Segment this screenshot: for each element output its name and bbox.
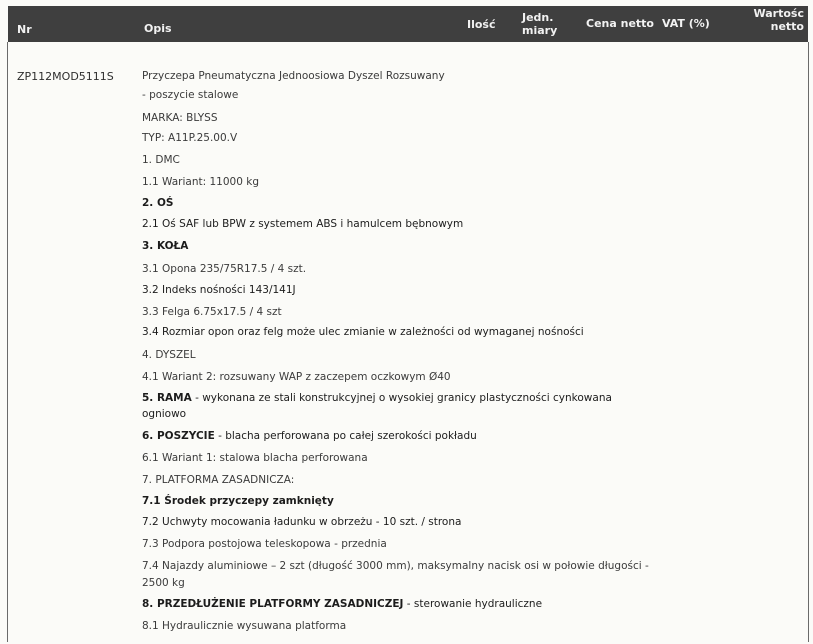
desc-line: 3.4 Rozmiar opon oraz felg może ulec zmianie w zależności od wymaganej nośności	[142, 326, 584, 338]
desc-line: 3.1 Opona 235/75R17.5 / 4 szt.	[142, 263, 307, 275]
header-wartosc-line1: Wartośc	[753, 7, 804, 20]
section-heading: 6. POSZYCIE	[142, 430, 215, 442]
header-jednostka-line2: miary	[522, 24, 558, 37]
header-vat: VAT (%)	[662, 17, 710, 30]
header-jednostka-line1: Jedn.	[522, 11, 554, 24]
desc-line: MARKA: BLYSS	[142, 112, 218, 124]
desc-line: 7.4 Najazdy aluminiowe – 2 szt (długość 3000 mm), maksymalny nacisk osi w połowie długości -	[142, 560, 649, 572]
desc-line	[142, 495, 334, 508]
desc-line: 1. DMC	[142, 154, 180, 166]
desc-line: 2.1 Oś SAF lub BPW z systemem ABS i hamulcem bębnowym	[142, 218, 464, 230]
section-heading: 3. KOŁA	[142, 240, 189, 252]
desc-line: 6.1 Wariant 1: stalowa blacha perforowana	[142, 452, 368, 464]
desc-line: 4. DYSZEL	[142, 349, 196, 361]
header-cena-netto: Cena netto	[586, 17, 654, 30]
desc-line	[142, 197, 173, 210]
desc-line: 4.1 Wariant 2: rozsuwany WAP z zaczepem oczkowym Ø40	[142, 371, 451, 383]
header-ilosc: Ilość	[467, 18, 496, 31]
desc-line: - poszycie stalowe	[142, 89, 239, 101]
desc-line: 7.2 Uchwyty mocowania ładunku w obrzeżu - 10 szt. / strona	[142, 516, 462, 528]
row-nr: ZP112MOD5111S	[17, 70, 114, 83]
table-frame	[7, 42, 809, 642]
section-heading: 7.1 Środek przyczepy zamknięty	[142, 495, 334, 507]
desc-line	[142, 598, 542, 611]
desc-line: 7.3 Podpora postojowa teleskopowa - przednia	[142, 538, 387, 550]
header-nr: Nr	[17, 23, 32, 36]
table-header	[8, 6, 808, 42]
desc-line: 3.2 Indeks nośności 143/141J	[142, 284, 296, 296]
desc-line: 3.3 Felga 6.75x17.5 / 4 szt	[142, 306, 282, 318]
section-heading: 2. OŚ	[142, 197, 174, 209]
section-text: - wykonana ze stali konstrukcyjnej o wysokiej granicy plastyczności cynkowana	[191, 392, 612, 404]
desc-line: 8.1 Hydraulicznie wysuwana platforma	[142, 620, 347, 632]
section-text: - sterowanie hydrauliczne	[403, 598, 543, 610]
header-opis: Opis	[144, 22, 172, 35]
desc-line: 1.1 Wariant: 11000 kg	[142, 176, 259, 188]
desc-line: TYP: A11P.25.00.V	[142, 132, 238, 144]
desc-line: Przyczepa Pneumatyczna Jednoosiowa Dyszel Rozsuwany	[142, 70, 445, 82]
desc-line	[142, 392, 612, 405]
header-jednostka	[522, 11, 562, 37]
desc-line	[142, 240, 188, 253]
header-wartosc-line2: netto	[770, 20, 804, 33]
desc-line	[142, 430, 477, 443]
desc-line: 2500 kg	[142, 577, 185, 589]
section-text: - blacha perforowana po całej szerokości pokładu	[214, 430, 477, 442]
section-heading: 5. RAMA	[142, 392, 192, 404]
header-wartosc-netto	[748, 7, 804, 33]
desc-line: 7. PLATFORMA ZASADNICZA:	[142, 474, 295, 486]
section-heading: 8. PRZEDŁUŻENIE PLATFORMY ZASADNICZEJ	[142, 598, 404, 610]
desc-line: ogniowo	[142, 408, 187, 420]
